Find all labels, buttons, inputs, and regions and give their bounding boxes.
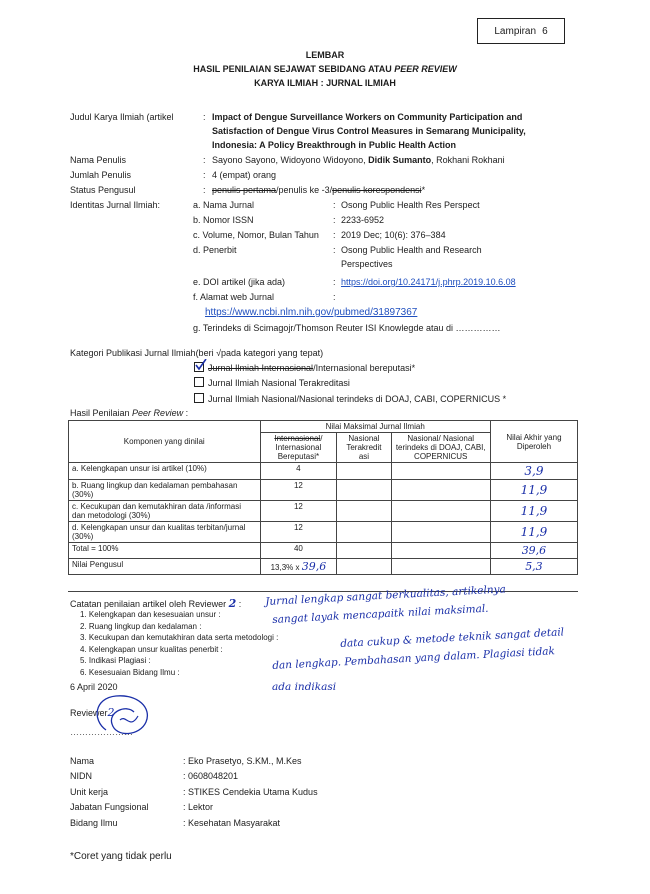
list-item: 4. Kelengkapan unsur kualitas penerbit : [80, 644, 223, 654]
journal-e-label: e. DOI artikel (jika ada) [193, 277, 286, 287]
journal-c-value: 2019 Dec; 10(6): 376–384 [341, 230, 446, 240]
journal-web-link[interactable]: https://www.ncbi.nlm.nih.gov/pubmed/31897367 [205, 307, 418, 318]
list-item: 5. Indikasi Plagiasi : [80, 656, 151, 666]
journal-b-value: 2233-6952 [341, 215, 385, 225]
unit-value: : STIKES Cendekia Utama Kudus [183, 787, 318, 797]
journal-d-label: d. Penerbit [193, 245, 237, 255]
list-item: 6. Kesesuaian Bidang Ilmu : [80, 667, 180, 677]
kategori-label: Kategori Publikasi Jurnal Ilmiah [70, 348, 196, 358]
hasil-penilaian-heading: Hasil Penilaian Peer Review : [70, 408, 189, 418]
score-table [68, 420, 578, 575]
nidn-label: NIDN [70, 771, 92, 781]
checkbox-icon[interactable] [194, 377, 204, 387]
kategori-hint: (beri √pada kategori yang tepat) [195, 348, 324, 358]
unit-label: Unit kerja [70, 787, 109, 797]
penulis-label: Nama Penulis [70, 155, 127, 165]
nama-value: : Eko Prasetyo, S.KM., M.Kes [183, 756, 302, 766]
handwritten-note-5: ada indikasi [272, 681, 337, 693]
jumlah-value: 4 (empat) orang [212, 170, 277, 180]
catatan-list [80, 609, 278, 679]
handwritten-note-1: Jurnal lengkap sangat berkualitas, artikelnya [265, 583, 507, 608]
list-item: 2. Ruang lingkup dan kedalaman : [80, 621, 202, 631]
title-line-2: HASIL PENILAIAN SEJAWAT SEBIDANG ATAU PEER REVIEW [193, 64, 457, 74]
status-label: Status Pengusul [70, 185, 136, 195]
journal-d-value-2: Perspectives [341, 259, 393, 269]
lampiran-label: Lampiran [494, 25, 537, 37]
lampiran-box [477, 18, 565, 44]
nama-label: Nama [70, 756, 95, 766]
handwritten-note-2: sangat layak mencapaitk nilai maksimal. [272, 602, 489, 626]
header-nasional-terindeks: Nasional/ Nasional terindeks di DOAJ, CABI, COPERNICUS [391, 433, 490, 463]
kategori-option-nasional-terindeks[interactable]: Jurnal Ilmiah Nasional/Nasional terindeks di DOAJ, CABI, COPERNICUS * [194, 393, 506, 404]
table-row: d. Kelengkapan unsur dan kualitas terbitan/jurnal (30%) 12 11,9 [69, 522, 578, 543]
judul-line-2: Satisfaction of Dengue Virus Control Measures in Semarang Municipality, [212, 126, 526, 136]
handwritten-note-4: dan lengkap. Pembahasan yang dalam. Plagiasi tidak [272, 645, 556, 672]
identitas-label: Identitas Jurnal Ilmiah: [70, 200, 161, 210]
bidang-label: Bidang Ilmu [70, 818, 118, 828]
journal-c-label: c. Volume, Nomor, Bulan Tahun [193, 230, 319, 240]
jumlah-label: Jumlah Penulis [70, 170, 132, 180]
journal-a-value: Osong Public Health Res Perspect [341, 200, 480, 210]
doi-link[interactable]: https://doi.org/10.24171/j.phrp.2019.10.6.08 [341, 277, 516, 287]
checkbox-checked-icon[interactable] [194, 362, 204, 372]
kategori-option-nasional-terakreditasi[interactable]: Jurnal Ilmiah Nasional Terakreditasi [194, 377, 350, 388]
header-nilai-maksimal: Nilai Maksimal Jurnal Ilmiah [260, 421, 490, 433]
list-item: 3. Kecukupan dan kemutakhiran data serta metodologi : [80, 633, 279, 643]
judul-line-1: Impact of Dengue Surveillance Workers on Community Participation and [212, 112, 523, 122]
table-row: c. Kecukupan dan kemutakhiran data /informasi dan metodologi (30%) 12 11,9 [69, 501, 578, 522]
judul-line-3: Indonesia: A Policy Breakthrough in Public Health Action [212, 140, 457, 150]
title-line-3: KARYA ILMIAH : JURNAL ILMIAH [254, 78, 396, 88]
kategori-row [70, 348, 323, 358]
status-value: penulis pertama/penulis ke -3/penulis korespondensi* [212, 185, 426, 195]
title-line-1: LEMBAR [305, 50, 345, 60]
header-komponen: Komponen yang dinilai [69, 421, 261, 463]
footnote: *Coret yang tidak perlu [70, 851, 172, 862]
handwritten-note-3: data cukup & metode teknik sangat detail [340, 626, 565, 650]
jabatan-value: : Lektor [183, 802, 214, 812]
signature-dots: ………………… [70, 727, 133, 737]
catatan-title: Catatan penilaian artikel oleh Reviewer 2 : [70, 597, 242, 610]
journal-f-label: f. Alamat web Jurnal [193, 292, 275, 302]
kategori-option-internasional[interactable]: Jurnal Ilmiah Internasional/Internasional bereputasi* [194, 362, 415, 373]
journal-b-label: b. Nomor ISSN [193, 215, 254, 225]
date: 6 April 2020 [70, 682, 118, 692]
jabatan-label: Jabatan Fungsional [70, 802, 149, 812]
table-row-total: Total = 100% 40 39,6 [69, 543, 578, 559]
judul-label: Judul Karya Ilmiah (artikel [70, 112, 174, 122]
lampiran-number: 6 [542, 25, 548, 37]
list-item: 1. Kelengkapan dan kesesuaian unsur : [80, 610, 221, 619]
journal-d-value-1: Osong Public Health and Research [341, 245, 482, 255]
nidn-value: : 0608048201 [183, 771, 239, 781]
bidang-value: : Kesehatan Masyarakat [183, 818, 281, 828]
journal-a-label: a. Nama Jurnal [193, 200, 255, 210]
table-row-pengusul: Nilai Pengusul 13,3% x 39,6 5,3 [69, 559, 578, 575]
penulis-value: Sayono Sayono, Widoyono Widoyono, Didik Sumanto, Rokhani Rokhani [212, 155, 505, 165]
header-internasional: Internasional/ Internasional Bereputasi* [260, 433, 337, 463]
header-nilai-akhir: Nilai Akhir yang Diperoleh [490, 421, 577, 463]
header-nasional: Nasional Terakredit asi [337, 433, 391, 463]
checkbox-icon[interactable] [194, 393, 204, 403]
journal-g-label: g. Terindeks di Scimagojr/Thomson Reuter ISI Knowlegde atau di …………… [193, 323, 501, 333]
table-row: a. Kelengkapan unsur isi artikel (10%) 4 3,9 [69, 463, 578, 480]
reviewer-label: Reviewer2 [70, 706, 115, 719]
table-row: b. Ruang lingkup dan kedalaman pembahasan (30%) 12 11,9 [69, 480, 578, 501]
